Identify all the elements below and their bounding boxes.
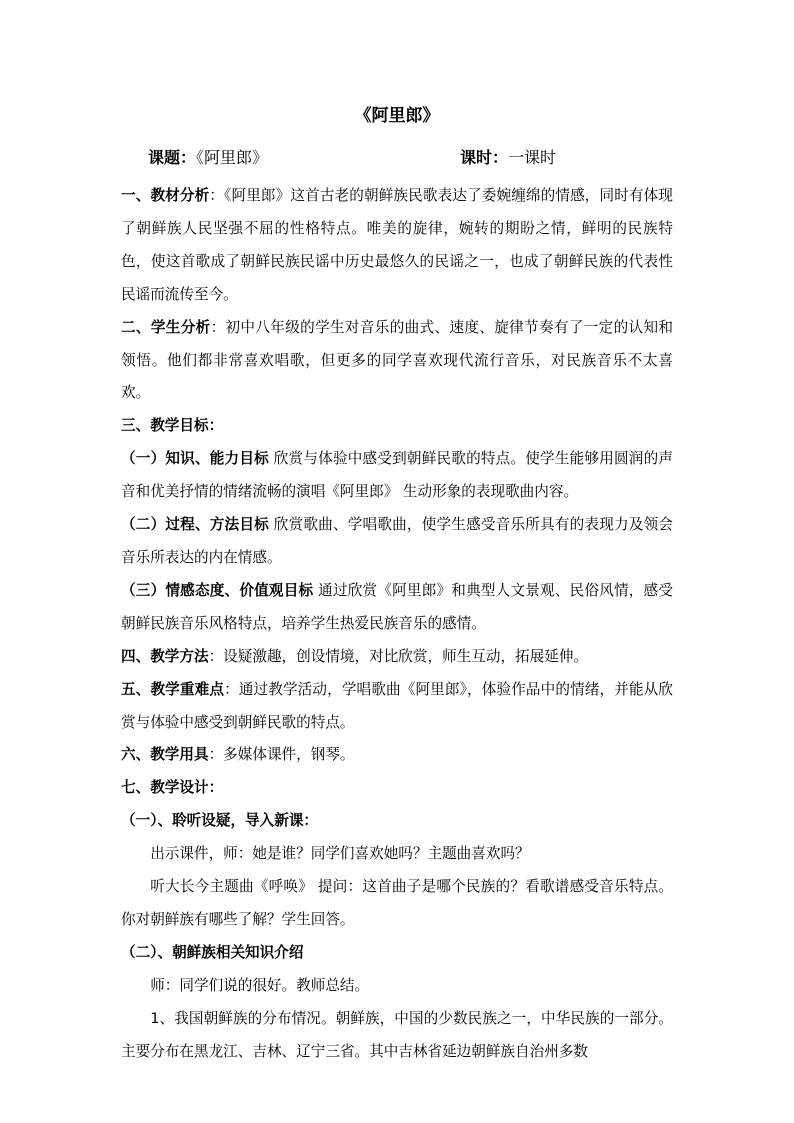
goal-text: 通过欣赏《阿里郎》和典型人文景观、民俗风情，感受朝鲜民族音乐风格特点，培养学生热爱民族音乐的感情。 bbox=[121, 581, 673, 632]
period-line bbox=[460, 146, 556, 170]
goal-knowledge bbox=[121, 443, 673, 509]
section-teaching-goals bbox=[121, 410, 673, 443]
section-key-points bbox=[121, 674, 673, 740]
section-label: 三、教学目标： bbox=[121, 417, 224, 435]
goal-label: （三）情感态度、价值观目标 bbox=[121, 581, 314, 599]
period-label: 课时： bbox=[460, 148, 509, 167]
section-teaching-design bbox=[121, 772, 673, 805]
section-label: 六、教学用具 bbox=[121, 746, 209, 764]
section-teaching-methods bbox=[121, 641, 673, 674]
section-text: ：设疑激趣，创设情境，对比欣赏，师生互动，拓展延伸。 bbox=[208, 647, 589, 665]
section-label: 七、教学设计： bbox=[121, 779, 224, 797]
document-body bbox=[121, 180, 673, 1068]
goal-text: 欣赏与体验中感受到朝鲜民歌的特点。使学生能够用圆润的声音和优美抒情的情绪流畅的演唱《阿里郎》 生动形象的表现歌曲内容。 bbox=[121, 450, 673, 501]
goal-text: 欣赏歌曲、学唱歌曲，使学生感受音乐所具有的表现力及领会音乐所表达的内在情感。 bbox=[121, 516, 673, 566]
goal-label: （一）知识、能力目标 bbox=[121, 450, 269, 468]
topic-value: 《阿里郎》 bbox=[196, 148, 269, 167]
design-step-2-heading: （二）、朝鲜族相关知识介绍 bbox=[121, 943, 304, 961]
topic-label: 课题： bbox=[148, 148, 197, 167]
section-text: ：通过教学活动，学唱歌曲《阿里郎》，体验作品中的情绪，并能从欣赏与体验中感受到朝鲜民歌的特点。 bbox=[121, 680, 673, 731]
design-step-1-heading: （一）、聆听设疑，导入新课： bbox=[121, 812, 319, 830]
section-teaching-tools bbox=[121, 739, 673, 772]
page-title: 《阿里郎》 bbox=[354, 106, 440, 126]
design-step-2-paragraph-1: 师：同学们说的很好。教师总结。 bbox=[150, 976, 370, 994]
section-label: 二、学生分析 bbox=[121, 318, 211, 336]
section-text: ：多媒体课件，钢琴。 bbox=[208, 746, 355, 764]
section-label: 五、教学重难点 bbox=[121, 680, 225, 698]
section-text: ：《阿里郎》这首古老的朝鲜族民歌表达了委婉缠绵的情感，同时有体现了朝鲜族人民坚强不屈的性格特点。唯美的旋律，婉转的期盼之情，鲜明的民族特色，使这首歌成了朝鲜民族民谣中历史最悠久的民谣之一，也成了朝鲜民族的代表性民谣而流传至今。 bbox=[121, 187, 674, 303]
section-student-analysis bbox=[121, 312, 673, 411]
section-material-analysis bbox=[121, 180, 673, 312]
goal-process bbox=[121, 509, 673, 575]
goal-label: （二）过程、方法目标 bbox=[121, 516, 269, 534]
section-label: 一、教材分析 bbox=[121, 187, 210, 204]
section-text: ：初中八年级的学生对音乐的曲式、速度、旋律节奏有了一定的认知和领悟。他们都非常喜欢唱歌，但更多的同学喜欢现代流行音乐，对民族音乐不太喜欢。 bbox=[121, 318, 673, 402]
design-step-2-paragraph-2: 1、我国朝鲜族的分布情况。朝鲜族，中国的少数民族之一，中华民族的一部分。主要分布在黑龙江、吉林、辽宁三省。其中吉林省延边朝鲜族自治州多数 bbox=[121, 1009, 673, 1060]
goal-attitude bbox=[121, 575, 673, 641]
design-step-1-paragraph-2: 听大长今主题曲《呼唤》 提问：这首曲子是哪个民族的？看歌谱感受音乐特点。你对朝鲜族有哪些了解？学生回答。 bbox=[121, 878, 673, 928]
design-step-1-paragraph-1: 出示课件，师：她是谁？同学们喜欢她吗？主题曲喜欢吗？ bbox=[150, 845, 530, 863]
period-value: 一课时 bbox=[508, 148, 557, 167]
topic-line bbox=[148, 146, 268, 170]
section-label: 四、教学方法 bbox=[121, 647, 209, 665]
